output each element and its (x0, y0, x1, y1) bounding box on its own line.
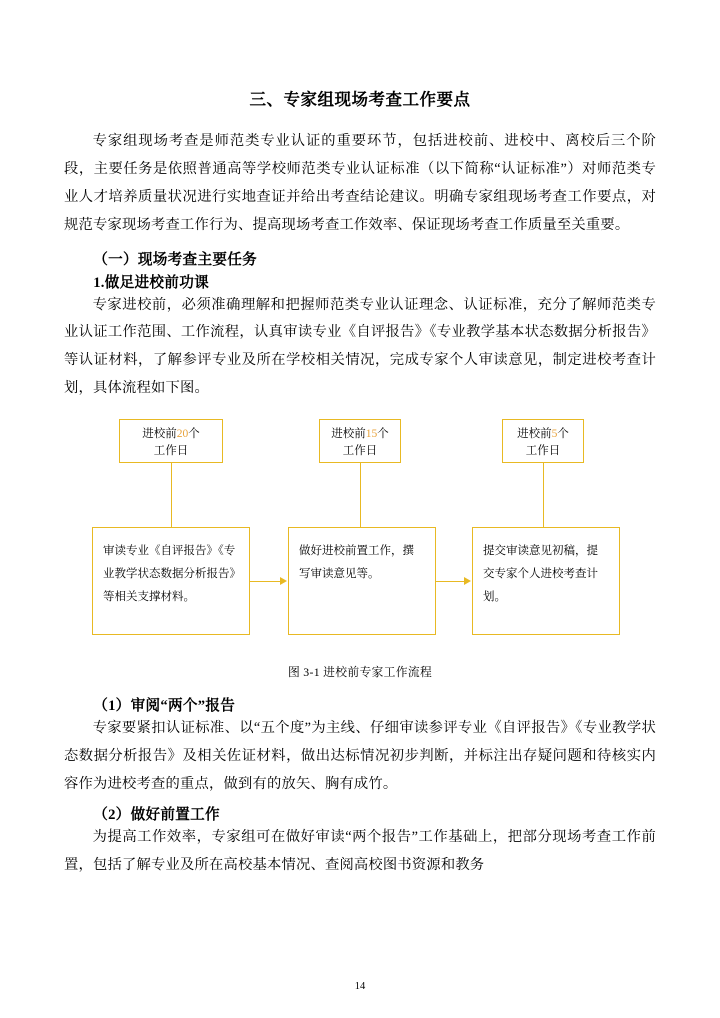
flow-connector-3 (543, 463, 544, 527)
flow-arrow-head-2 (464, 577, 471, 585)
flow-arrow-line-1 (250, 581, 281, 582)
flow-top-box-3-prefix: 进校前 (517, 428, 552, 440)
heading-item-1: （1）审阅“两个”报告 (93, 698, 236, 714)
page-title: 三、专家组现场考查工作要点 (249, 90, 471, 109)
flow-chart (64, 419, 656, 655)
flow-arrow-line-2 (436, 581, 465, 582)
flow-top-box-2-num: 15 (365, 428, 378, 440)
flow-top-box-2 (319, 419, 401, 463)
heading-section-1: （一）现场考查主要任务 (93, 251, 258, 268)
flow-connector-2 (360, 463, 361, 527)
flow-top-box-2-suffix: 个 (377, 428, 389, 440)
flow-top-box-1 (119, 419, 223, 463)
heading-item-2: （2）做好前置工作 (93, 806, 220, 823)
flow-connector-1 (171, 463, 172, 527)
figure-caption: 图 3-1 进校前专家工作流程 (287, 665, 433, 679)
flow-top-box-3-line2: 工作日 (525, 445, 561, 458)
flow-top-box-1-num: 20 (176, 428, 189, 440)
flow-main-box-2: 做好进校前置工作，撰写审读意见等。 (288, 527, 436, 635)
page-number: 14 (354, 981, 366, 992)
flow-arrow-head-1 (280, 577, 287, 585)
paragraph-front-work: 为提高工作效率，专家组可在做好审读“两个报告”工作基础上，把部分现场考查工作前置，包括了解专业及所在高校基本情况、查阅高校图书资源和教务 (64, 828, 656, 873)
flow-main-box-1: 审读专业《自评报告》《专业教学状态数据分析报告》等相关支撑材料。 (92, 527, 250, 635)
flow-main-box-3: 提交审读意见初稿，提交专家个人进校考查计划。 (472, 527, 620, 635)
flow-top-box-1-line2: 工作日 (153, 445, 189, 458)
paragraph-intro: 专家组现场考查是师范类专业认证的重要环节，包括进校前、进校中、离校后三个阶段，主要任务是依照普通高等学校师范类专业认证标准（以下简称“认证标准”）对师范类专业人才培养质量状况进行实地查证并给出考查结论建议。明确专家组现场考查工作要点，对规范专家现场考查工作行为、提高现场考查工作效率、保证现场考查工作质量至关重要。 (64, 133, 656, 233)
flow-top-box-3-suffix: 个 (557, 428, 569, 440)
flow-top-box-3-num: 5 (551, 428, 558, 440)
flow-top-box-1-prefix: 进校前 (142, 428, 177, 440)
flow-top-box-3 (502, 419, 584, 463)
flow-top-box-1-suffix: 个 (188, 428, 200, 440)
flow-top-box-2-prefix: 进校前 (331, 428, 366, 440)
flow-top-box-2-line2: 工作日 (342, 445, 378, 458)
heading-section-1-1: 1.做足进校前功课 (93, 274, 209, 291)
paragraph-pre-visit: 专家进校前，必须准确理解和把握师范类专业认证理念、认证标准，充分了解师范类专业认证工作范围、工作流程，认真审读专业《自评报告》《专业教学基本状态数据分析报告》等认证材料，了解参评专业及所在学校相关情况，完成专家个人审读意见，制定进校考查计划，具体流程如下图。 (64, 296, 656, 397)
paragraph-review-reports: 专家要紧扣认证标准、以“五个度”为主线、仔细审读参评专业《自评报告》《专业教学状态数据分析报告》及相关佐证材料，做出达标情况初步判断，并标注出存疑问题和待核实内容作为进校考查的重点，做到有的放矢、胸有成竹。 (64, 720, 656, 792)
